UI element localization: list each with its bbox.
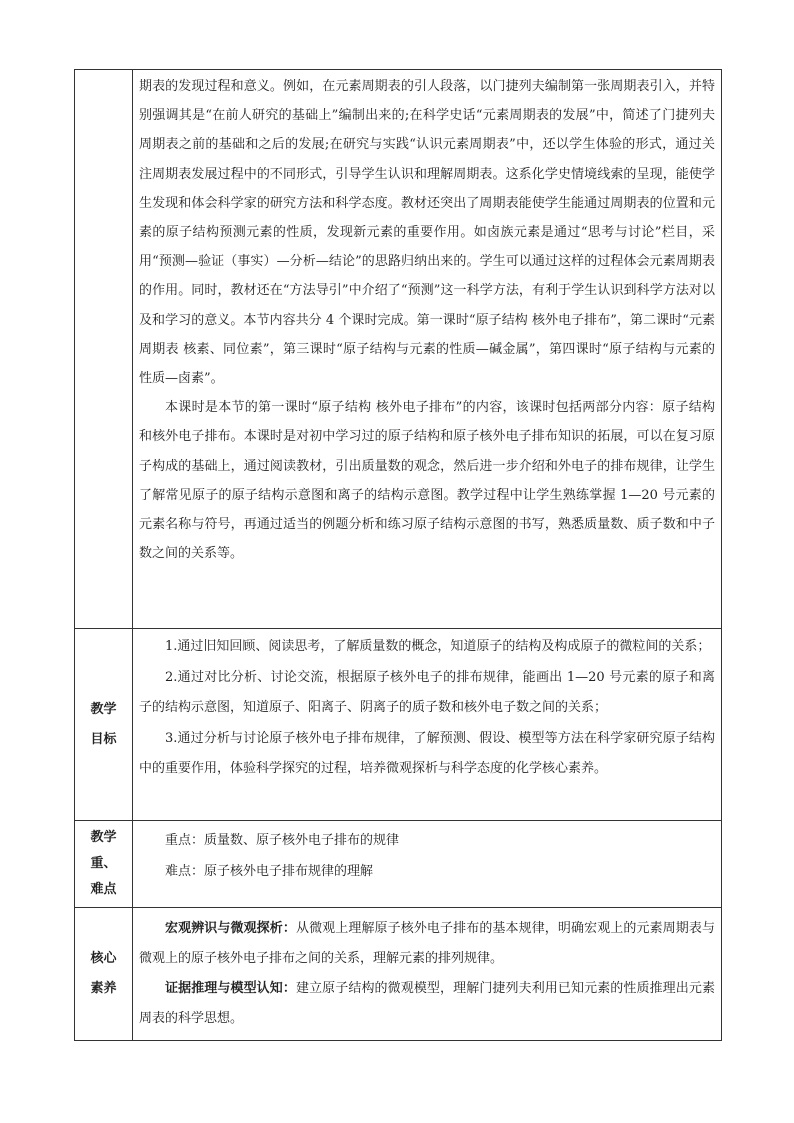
paragraph: 本课时是本节的第一课时“原子结构 核外电子排布”的内容，该课时包括两部分内容：原子结构和核外电子排布。本课时是对初中学习过的原子结构和原子核外电子排布知识的拓展，可以在复习原子构成的基础上，通过阅读教材，引出质量数的观念，然后进一步介绍和外电子的排布规律，让学生了解常见原子的原子结构示意图和离子的结构示意图。教学过程中让学生熟练掌握 1—20 号元素的元素名称与符号，再通过适当的例题分析和练习原子结构示意图的书写，熟悉质量数、质子数和中子数之间的关系等。: [139, 400, 715, 562]
literacy-text: 从微观上理解原子核外电子排布的基本规律，明确宏观上的元素周期表与微观上的原子核外电子排布之间的关系，理解元素的排列规律。: [139, 921, 715, 966]
difficult-point: 难点：原子核外电子排布规律的理解: [165, 864, 374, 879]
table-row-core-literacy: [75, 908, 722, 1041]
literacy-title: 证据推理与模型认知：: [165, 981, 296, 996]
key-points-cell: [133, 821, 722, 908]
row-label-key-points: [75, 821, 133, 908]
goal-item: 1.通过旧知回顾、阅读思考，了解质量数的概念，知道原子的结构及构成原子的微粒间的关系；: [165, 639, 711, 654]
table-row-key-points: [75, 821, 722, 908]
literacy-item: [139, 914, 715, 974]
row-label-empty: [75, 70, 133, 629]
teaching-goals-cell: [133, 629, 722, 821]
material-analysis-cell: [133, 70, 722, 629]
table-row-teaching-goals: [75, 629, 722, 821]
core-literacy-cell: [133, 908, 722, 1041]
row-label-teaching-goals: [75, 629, 133, 821]
row-label-core-literacy: [75, 908, 133, 1041]
paragraph: 期表的发现过程和意义。例如，在元素周期表的引人段落，以门捷列夫编制第一张周期表引入，并特别强调其是“在前人研究的基础上”编制出来的;在科学史话“元素周期表的发展”中，简述了门捷列夫周期表之前的基础和之后的发展;在研究与实践“认识元素周期表”中，还以学生体验的形式，通过关注周期表发展过程中的不同形式，引导学生认识和理解周期表。这系化学史情境线索的呈现，能使学生发现和体会科学家的研究方法和科学态度。教材还突出了周期表能使学生能通过周期表的位置和元素的原子结构预测元素的性质，发现新元素的重要作用。如卤族元素是通过“思考与讨论”栏目，采用“预测—验证（事实）—分析—结论”的思路归纳出来的。学生可以通过这样的过程体会元素周期表的作用。同时，教材还在“方法导引”中介绍了“预测”这一科学方法，有利于学生认识到科学方法对以及和学习的意义。本节内容共分 4 个课时完成。第一课时“原子结构 核外电子排布”，第二课时“元素周期表 核素、同位素”，第三课时“原子结构与元素的性质—碱金属”，第四课时“原子结构与元素的性质—卤素”。: [139, 79, 715, 387]
label-text: 教学目标: [90, 701, 117, 747]
lesson-plan-table: [74, 69, 722, 1041]
literacy-title: 宏观辨识与微观探析：: [165, 921, 296, 936]
goal-item: 3.通过分析与讨论原子核外电子排布规律，了解预测、假设、模型等方法在科学家研究原子结构中的重要作用，体验科学探究的过程，培养微观探析与科学态度的化学核心素养。: [139, 730, 715, 776]
literacy-text: 建立原子结构的微观模型，理解门捷列夫利用已知元素的性质推理出元素周表的科学思想。: [139, 981, 715, 1026]
goal-item: 2.通过对比分析、讨论交流，根据原子核外电子的排布规律，能画出 1—20 号元素的原子和离子的结构示意图，知道原子、阳离子、阴离子的质子数和核外电子数之间的关系；: [139, 669, 715, 715]
label-text: 教学重、难点: [90, 830, 117, 897]
key-point: 重点：质量数、原子核外电子排布的规律: [165, 833, 400, 848]
literacy-item: [139, 974, 715, 1034]
label-text: 核心素养: [90, 951, 117, 996]
table-row-material-analysis: [75, 70, 722, 629]
